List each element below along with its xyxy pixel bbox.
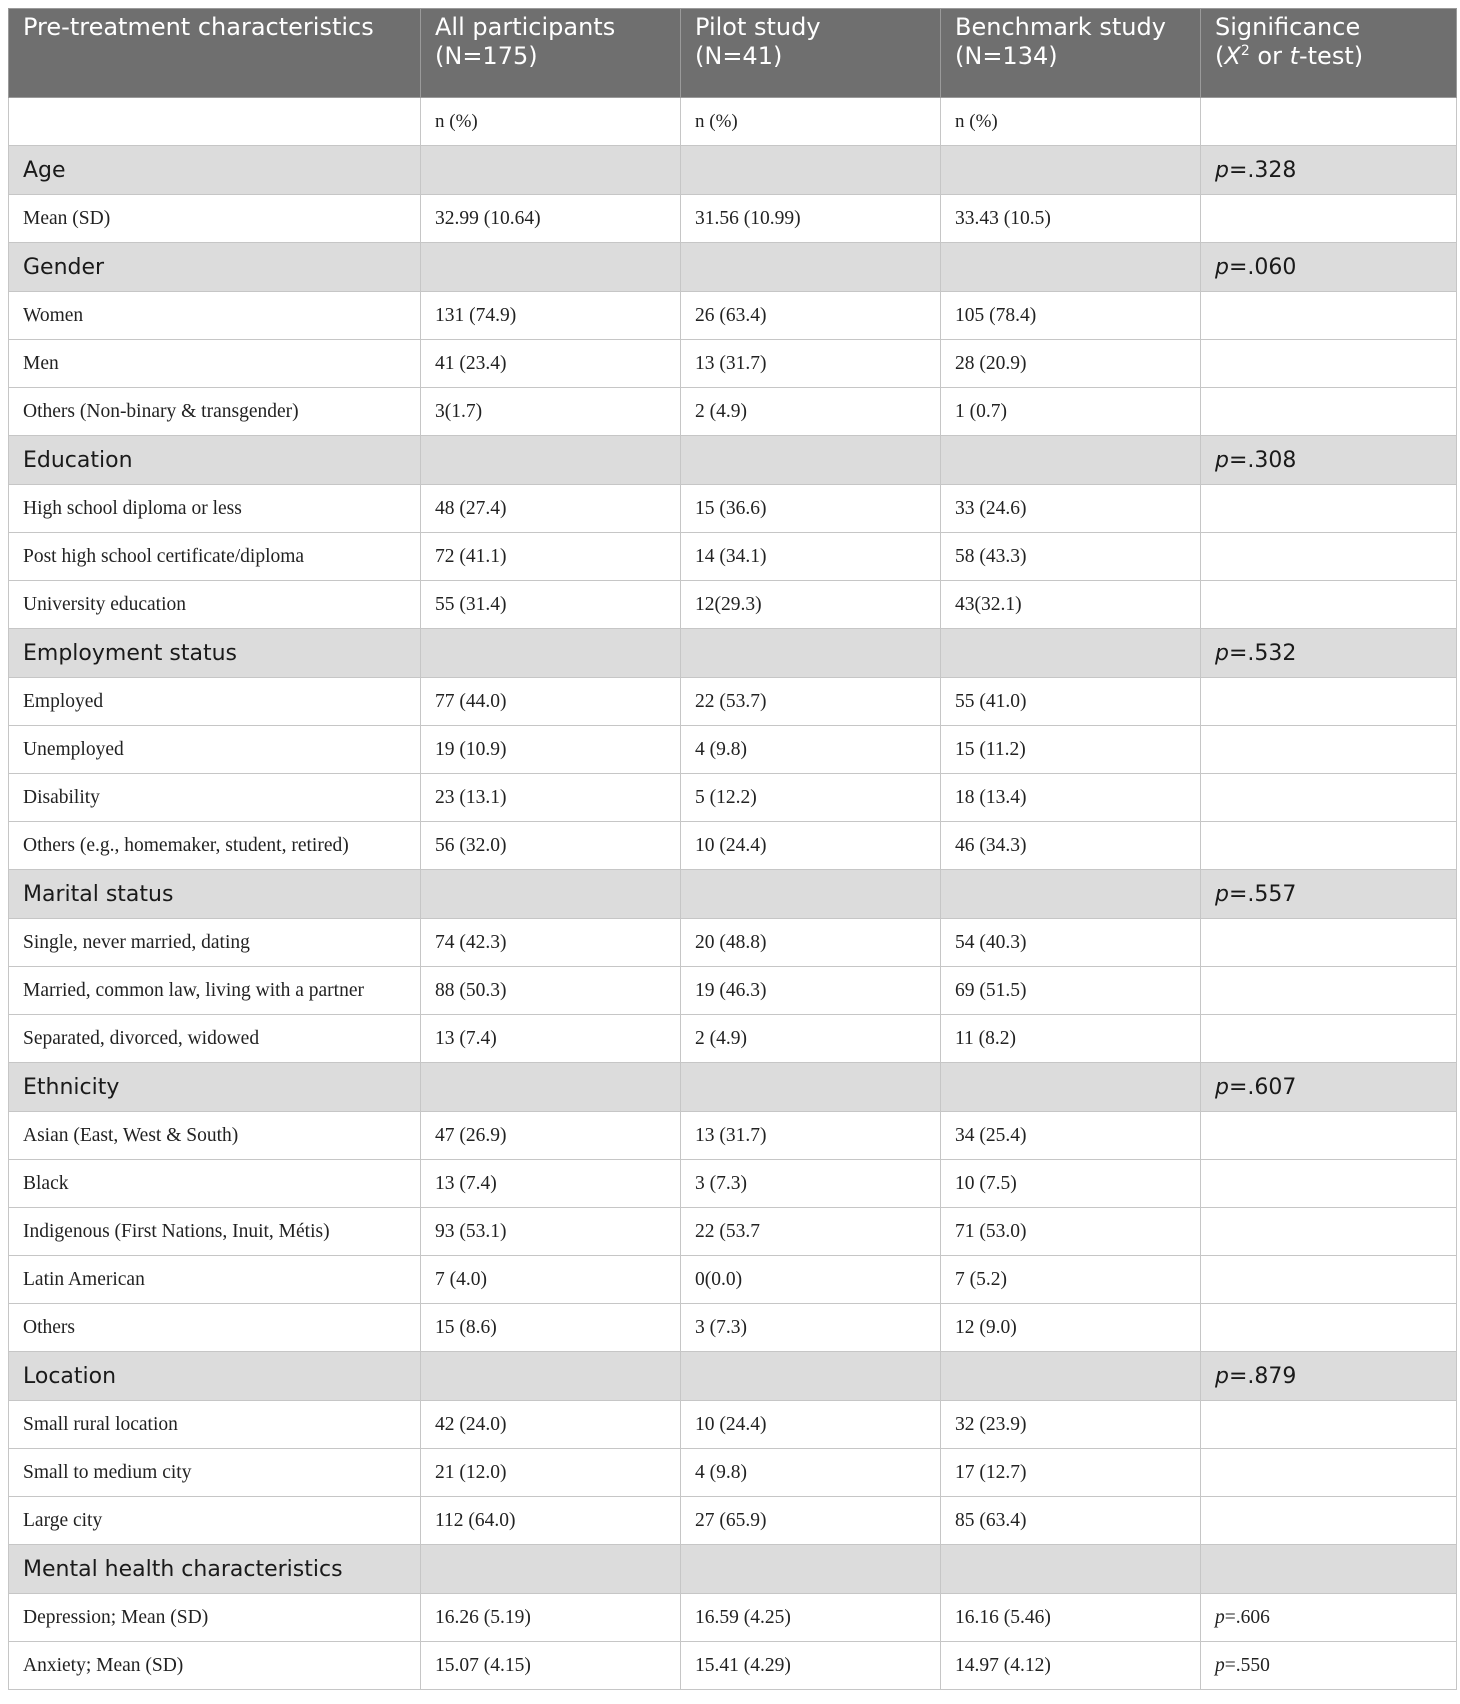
sig-end: -test) xyxy=(1298,42,1364,70)
header-all-participants xyxy=(421,9,681,98)
benchmark-value: 33 (24.6) xyxy=(941,485,1201,533)
all-participants-value: 3(1.7) xyxy=(421,388,681,436)
units-row xyxy=(9,98,1457,146)
row-label: High school diploma or less xyxy=(9,485,421,533)
table-row xyxy=(9,1112,1457,1160)
all-participants-value: 13 (7.4) xyxy=(421,1160,681,1208)
header-characteristics-label: Pre-treatment characteristics xyxy=(23,13,374,41)
row-significance xyxy=(1201,292,1457,340)
section-empty-cell xyxy=(681,870,941,919)
table-row xyxy=(9,1594,1457,1642)
units-cell: n (%) xyxy=(421,98,681,146)
p-value: =.532 xyxy=(1228,640,1297,666)
table-row xyxy=(9,726,1457,774)
row-label: Large city xyxy=(9,1497,421,1545)
section-empty-cell xyxy=(681,243,941,292)
table-row xyxy=(9,1401,1457,1449)
table-row xyxy=(9,1160,1457,1208)
section-row xyxy=(9,629,1457,678)
pilot-value: 14 (34.1) xyxy=(681,533,941,581)
benchmark-value: 43(32.1) xyxy=(941,581,1201,629)
section-empty-cell xyxy=(941,629,1201,678)
pilot-value: 4 (9.8) xyxy=(681,726,941,774)
section-row xyxy=(9,1352,1457,1401)
benchmark-value: 15 (11.2) xyxy=(941,726,1201,774)
section-row xyxy=(9,1545,1457,1594)
section-title: Gender xyxy=(9,243,421,292)
benchmark-value: 17 (12.7) xyxy=(941,1449,1201,1497)
row-label: Separated, divorced, widowed xyxy=(9,1015,421,1063)
section-empty-cell xyxy=(941,870,1201,919)
table-row xyxy=(9,1304,1457,1352)
all-participants-value: 74 (42.3) xyxy=(421,919,681,967)
row-significance xyxy=(1201,1112,1457,1160)
all-participants-value: 23 (13.1) xyxy=(421,774,681,822)
section-row xyxy=(9,870,1457,919)
p-symbol: p xyxy=(1215,254,1229,280)
header-bench-n: (N=134) xyxy=(955,42,1058,70)
section-empty-cell xyxy=(421,1545,681,1594)
row-label: Mean (SD) xyxy=(9,195,421,243)
p-value: =.607 xyxy=(1228,1074,1297,1100)
pilot-value: 15 (36.6) xyxy=(681,485,941,533)
section-title: Marital status xyxy=(9,870,421,919)
benchmark-value: 54 (40.3) xyxy=(941,919,1201,967)
section-empty-cell xyxy=(941,1352,1201,1401)
sig-sup: 2 xyxy=(1240,43,1250,59)
row-label: Latin American xyxy=(9,1256,421,1304)
row-label: Married, common law, living with a partner xyxy=(9,967,421,1015)
section-title: Education xyxy=(9,436,421,485)
row-label: Others (e.g., homemaker, student, retired) xyxy=(9,822,421,870)
row-significance xyxy=(1201,1304,1457,1352)
row-label: Others (Non-binary & transgender) xyxy=(9,388,421,436)
table-row xyxy=(9,774,1457,822)
row-label: Employed xyxy=(9,678,421,726)
all-participants-value: 48 (27.4) xyxy=(421,485,681,533)
table-row xyxy=(9,581,1457,629)
section-significance xyxy=(1201,1545,1457,1594)
section-empty-cell xyxy=(681,436,941,485)
all-participants-value: 15.07 (4.15) xyxy=(421,1642,681,1690)
row-label: Disability xyxy=(9,774,421,822)
table-row xyxy=(9,919,1457,967)
header-all-label: All participants xyxy=(435,13,616,41)
row-significance xyxy=(1201,1401,1457,1449)
row-significance xyxy=(1201,678,1457,726)
section-empty-cell xyxy=(941,146,1201,195)
table-header xyxy=(9,9,1457,98)
table-row xyxy=(9,678,1457,726)
row-significance xyxy=(1201,195,1457,243)
section-empty-cell xyxy=(421,436,681,485)
all-participants-value: 7 (4.0) xyxy=(421,1256,681,1304)
pilot-value: 31.56 (10.99) xyxy=(681,195,941,243)
row-significance xyxy=(1201,340,1457,388)
p-symbol: p xyxy=(1215,1654,1225,1676)
section-significance xyxy=(1201,629,1457,678)
header-pilot-study xyxy=(681,9,941,98)
p-symbol: p xyxy=(1215,881,1229,907)
p-value: =.557 xyxy=(1228,881,1297,907)
p-symbol: p xyxy=(1215,1606,1225,1628)
row-label: Men xyxy=(9,340,421,388)
header-benchmark-study xyxy=(941,9,1201,98)
pilot-value: 19 (46.3) xyxy=(681,967,941,1015)
pilot-value: 22 (53.7 xyxy=(681,1208,941,1256)
row-label: Women xyxy=(9,292,421,340)
section-row xyxy=(9,146,1457,195)
benchmark-value: 55 (41.0) xyxy=(941,678,1201,726)
section-title: Location xyxy=(9,1352,421,1401)
sig-t: t xyxy=(1289,42,1299,70)
benchmark-value: 10 (7.5) xyxy=(941,1160,1201,1208)
header-row xyxy=(9,9,1457,98)
row-significance xyxy=(1201,1208,1457,1256)
benchmark-value: 16.16 (5.46) xyxy=(941,1594,1201,1642)
benchmark-value: 105 (78.4) xyxy=(941,292,1201,340)
row-significance xyxy=(1201,919,1457,967)
all-participants-value: 88 (50.3) xyxy=(421,967,681,1015)
benchmark-value: 46 (34.3) xyxy=(941,822,1201,870)
units-cell xyxy=(9,98,421,146)
all-participants-value: 21 (12.0) xyxy=(421,1449,681,1497)
all-participants-value: 112 (64.0) xyxy=(421,1497,681,1545)
pilot-value: 12(29.3) xyxy=(681,581,941,629)
section-empty-cell xyxy=(941,1063,1201,1112)
row-significance xyxy=(1201,1449,1457,1497)
row-significance xyxy=(1201,726,1457,774)
header-all-n: (N=175) xyxy=(435,42,538,70)
table-row xyxy=(9,388,1457,436)
pilot-value: 4 (9.8) xyxy=(681,1449,941,1497)
all-participants-value: 13 (7.4) xyxy=(421,1015,681,1063)
row-significance xyxy=(1201,1256,1457,1304)
table-row xyxy=(9,1256,1457,1304)
section-title: Age xyxy=(9,146,421,195)
table-row xyxy=(9,1208,1457,1256)
row-significance xyxy=(1201,388,1457,436)
header-significance-label: Significance xyxy=(1215,13,1361,41)
pilot-value: 2 (4.9) xyxy=(681,388,941,436)
table-row xyxy=(9,195,1457,243)
units-cell xyxy=(1201,98,1457,146)
sig-or: or xyxy=(1249,42,1290,70)
section-empty-cell xyxy=(681,1352,941,1401)
section-empty-cell xyxy=(681,146,941,195)
p-symbol: p xyxy=(1215,1363,1229,1389)
header-significance xyxy=(1201,9,1457,98)
section-empty-cell xyxy=(421,1352,681,1401)
all-participants-value: 55 (31.4) xyxy=(421,581,681,629)
table-row xyxy=(9,822,1457,870)
sig-chi: X xyxy=(1224,42,1241,70)
all-participants-value: 41 (23.4) xyxy=(421,340,681,388)
header-characteristics xyxy=(9,9,421,98)
section-significance xyxy=(1201,436,1457,485)
section-significance xyxy=(1201,146,1457,195)
row-label: Asian (East, West & South) xyxy=(9,1112,421,1160)
row-significance xyxy=(1201,581,1457,629)
p-symbol: p xyxy=(1215,1074,1229,1100)
row-label: Others xyxy=(9,1304,421,1352)
benchmark-value: 71 (53.0) xyxy=(941,1208,1201,1256)
benchmark-value: 34 (25.4) xyxy=(941,1112,1201,1160)
pilot-value: 2 (4.9) xyxy=(681,1015,941,1063)
all-participants-value: 42 (24.0) xyxy=(421,1401,681,1449)
table-row xyxy=(9,533,1457,581)
pilot-value: 10 (24.4) xyxy=(681,1401,941,1449)
row-label: Depression; Mean (SD) xyxy=(9,1594,421,1642)
benchmark-value: 58 (43.3) xyxy=(941,533,1201,581)
row-significance xyxy=(1201,1642,1457,1690)
pilot-value: 22 (53.7) xyxy=(681,678,941,726)
pilot-value: 27 (65.9) xyxy=(681,1497,941,1545)
section-empty-cell xyxy=(941,436,1201,485)
row-significance xyxy=(1201,1497,1457,1545)
table-container xyxy=(8,8,1457,1690)
all-participants-value: 47 (26.9) xyxy=(421,1112,681,1160)
section-empty-cell xyxy=(681,629,941,678)
table-row xyxy=(9,340,1457,388)
all-participants-value: 32.99 (10.64) xyxy=(421,195,681,243)
section-significance xyxy=(1201,870,1457,919)
row-label: Indigenous (First Nations, Inuit, Métis) xyxy=(9,1208,421,1256)
section-empty-cell xyxy=(421,243,681,292)
characteristics-table xyxy=(8,8,1457,1690)
p-value: =.060 xyxy=(1228,254,1297,280)
p-value: =.879 xyxy=(1228,1363,1297,1389)
benchmark-value: 7 (5.2) xyxy=(941,1256,1201,1304)
benchmark-value: 85 (63.4) xyxy=(941,1497,1201,1545)
all-participants-value: 56 (32.0) xyxy=(421,822,681,870)
section-row xyxy=(9,243,1457,292)
row-label: Post high school certificate/diploma xyxy=(9,533,421,581)
header-significance-test xyxy=(1215,42,1442,71)
table-row xyxy=(9,1015,1457,1063)
pilot-value: 10 (24.4) xyxy=(681,822,941,870)
benchmark-value: 69 (51.5) xyxy=(941,967,1201,1015)
benchmark-value: 32 (23.9) xyxy=(941,1401,1201,1449)
all-participants-value: 19 (10.9) xyxy=(421,726,681,774)
section-empty-cell xyxy=(681,1063,941,1112)
section-title: Mental health characteristics xyxy=(9,1545,421,1594)
all-participants-value: 131 (74.9) xyxy=(421,292,681,340)
table-row xyxy=(9,1642,1457,1690)
row-label: Unemployed xyxy=(9,726,421,774)
pilot-value: 0(0.0) xyxy=(681,1256,941,1304)
section-title: Ethnicity xyxy=(9,1063,421,1112)
all-participants-value: 15 (8.6) xyxy=(421,1304,681,1352)
benchmark-value: 12 (9.0) xyxy=(941,1304,1201,1352)
pilot-value: 5 (12.2) xyxy=(681,774,941,822)
pilot-value: 15.41 (4.29) xyxy=(681,1642,941,1690)
section-row xyxy=(9,1063,1457,1112)
row-label: Single, never married, dating xyxy=(9,919,421,967)
section-empty-cell xyxy=(681,1545,941,1594)
row-significance xyxy=(1201,533,1457,581)
all-participants-value: 72 (41.1) xyxy=(421,533,681,581)
all-participants-value: 16.26 (5.19) xyxy=(421,1594,681,1642)
section-empty-cell xyxy=(421,629,681,678)
section-row xyxy=(9,436,1457,485)
section-empty-cell xyxy=(421,146,681,195)
pilot-value: 26 (63.4) xyxy=(681,292,941,340)
section-empty-cell xyxy=(421,1063,681,1112)
row-significance xyxy=(1201,967,1457,1015)
row-label: University education xyxy=(9,581,421,629)
row-significance xyxy=(1201,1015,1457,1063)
pilot-value: 20 (48.8) xyxy=(681,919,941,967)
section-empty-cell xyxy=(941,243,1201,292)
table-row xyxy=(9,485,1457,533)
header-pilot-n: (N=41) xyxy=(695,42,783,70)
p-symbol: p xyxy=(1215,640,1229,666)
benchmark-value: 28 (20.9) xyxy=(941,340,1201,388)
p-value: =.606 xyxy=(1224,1606,1270,1628)
p-symbol: p xyxy=(1215,447,1229,473)
units-cell: n (%) xyxy=(681,98,941,146)
benchmark-value: 14.97 (4.12) xyxy=(941,1642,1201,1690)
pilot-value: 13 (31.7) xyxy=(681,340,941,388)
table-row xyxy=(9,967,1457,1015)
row-label: Small to medium city xyxy=(9,1449,421,1497)
section-significance xyxy=(1201,1063,1457,1112)
pilot-value: 16.59 (4.25) xyxy=(681,1594,941,1642)
table-row xyxy=(9,1497,1457,1545)
row-label: Small rural location xyxy=(9,1401,421,1449)
row-label: Black xyxy=(9,1160,421,1208)
row-significance xyxy=(1201,1160,1457,1208)
row-significance xyxy=(1201,1594,1457,1642)
benchmark-value: 18 (13.4) xyxy=(941,774,1201,822)
units-cell: n (%) xyxy=(941,98,1201,146)
sig-open: ( xyxy=(1215,42,1225,70)
all-participants-value: 77 (44.0) xyxy=(421,678,681,726)
pilot-value: 3 (7.3) xyxy=(681,1160,941,1208)
row-significance xyxy=(1201,485,1457,533)
p-value: =.550 xyxy=(1224,1654,1270,1676)
benchmark-value: 11 (8.2) xyxy=(941,1015,1201,1063)
pilot-value: 13 (31.7) xyxy=(681,1112,941,1160)
row-significance xyxy=(1201,774,1457,822)
section-title: Employment status xyxy=(9,629,421,678)
pilot-value: 3 (7.3) xyxy=(681,1304,941,1352)
p-value: =.328 xyxy=(1228,157,1297,183)
table-row xyxy=(9,1449,1457,1497)
header-pilot-label: Pilot study xyxy=(695,13,821,41)
row-significance xyxy=(1201,822,1457,870)
p-symbol: p xyxy=(1215,157,1229,183)
table-body xyxy=(9,98,1457,1690)
benchmark-value: 1 (0.7) xyxy=(941,388,1201,436)
p-value: =.308 xyxy=(1228,447,1297,473)
table-row xyxy=(9,292,1457,340)
section-significance xyxy=(1201,1352,1457,1401)
all-participants-value: 93 (53.1) xyxy=(421,1208,681,1256)
header-bench-label: Benchmark study xyxy=(955,13,1166,41)
section-empty-cell xyxy=(421,870,681,919)
section-empty-cell xyxy=(941,1545,1201,1594)
section-significance xyxy=(1201,243,1457,292)
row-label: Anxiety; Mean (SD) xyxy=(9,1642,421,1690)
benchmark-value: 33.43 (10.5) xyxy=(941,195,1201,243)
